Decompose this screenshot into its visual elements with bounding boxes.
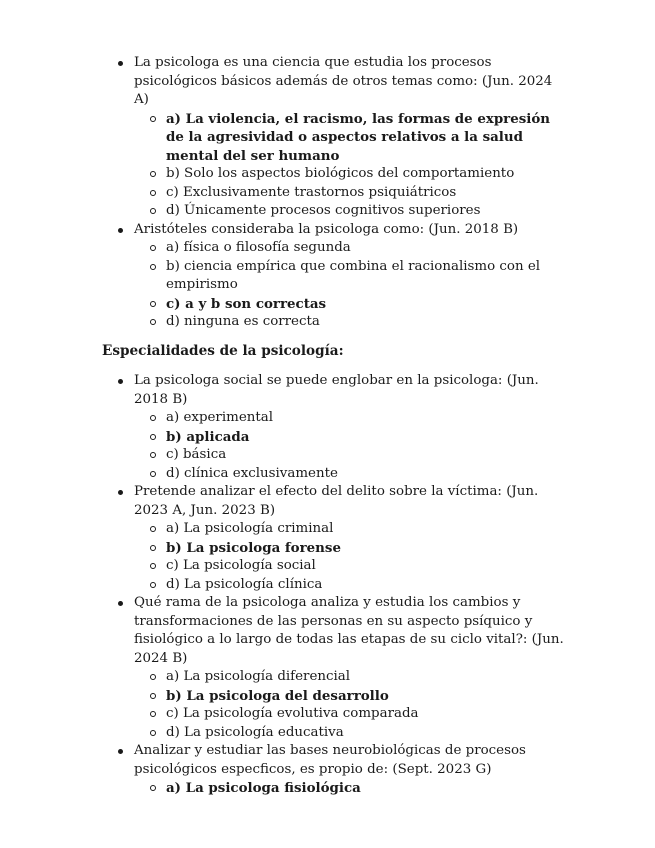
document-content — [0, 54, 655, 798]
option-item: d) ninguna es correcta — [134, 313, 565, 332]
option-item-correct: b) aplicada — [134, 428, 565, 447]
option-list — [134, 110, 565, 221]
option-list — [134, 668, 565, 742]
option-item: d) La psicología educativa — [134, 724, 565, 743]
question-item — [0, 221, 655, 332]
option-item: d) clínica exclusivamente — [134, 465, 565, 484]
option-item: a) física o filosofía segunda — [134, 239, 565, 258]
question-text: Qué rama de la psicologa analiza y estudia los cambios y transformaciones de las personas en su aspecto psíquico y fisiológico a lo largo de todas las etapas de su ciclo vital?: (Jun. 2024 B) — [134, 595, 564, 666]
option-list — [134, 520, 565, 594]
question-item — [0, 54, 655, 221]
question-list-general — [0, 54, 655, 332]
option-item: a) La psicología diferencial — [134, 668, 565, 687]
question-item — [0, 372, 655, 483]
option-item: a) La psicología criminal — [134, 520, 565, 539]
option-item: b) ciencia empírica que combina el racionalismo con el empirismo — [134, 258, 565, 295]
question-text: Analizar y estudiar las bases neurobiológicas de procesos psicológicos especficos, es propio de: (Sept. 2023 G) — [134, 743, 526, 777]
option-list — [134, 409, 565, 483]
option-item: c) Exclusivamente trastornos psiquiátricos — [134, 184, 565, 203]
question-text: Pretende analizar el efecto del delito sobre la víctima: (Jun. 2023 A, Jun. 2023 B) — [134, 484, 539, 518]
question-list-specialties — [0, 372, 655, 798]
question-item — [0, 483, 655, 594]
option-item-correct: c) a y b son correctas — [134, 295, 565, 314]
option-item-correct: a) La violencia, el racismo, las formas de expresión de la agresividad o aspectos relativos a la salud mental del ser humano — [134, 110, 565, 166]
question-text: La psicologa es una ciencia que estudia los procesos psicológicos básicos además de otros temas como: (Jun. 2024 A) — [134, 55, 553, 107]
section-heading: Especialidades de la psicología: — [102, 342, 344, 359]
option-item: b) Solo los aspectos biológicos del comportamiento — [134, 165, 565, 184]
option-list — [134, 239, 565, 332]
option-item: d) La psicología clínica — [134, 576, 565, 595]
question-text: La psicologa social se puede englobar en la psicologa: (Jun. 2018 B) — [134, 373, 539, 407]
option-item: d) Únicamente procesos cognitivos superiores — [134, 202, 565, 221]
option-item: c) La psicología social — [134, 557, 565, 576]
question-item — [0, 594, 655, 742]
option-item: a) experimental — [134, 409, 565, 428]
option-item-correct: b) La psicologa del desarrollo — [134, 687, 565, 706]
option-item: c) básica — [134, 446, 565, 465]
option-item: c) La psicología evolutiva comparada — [134, 705, 565, 724]
option-item-correct: a) La psicologa fisiológica — [134, 779, 565, 798]
question-text: Aristóteles consideraba la psicologa como: (Jun. 2018 B) — [134, 221, 519, 237]
option-list — [134, 779, 565, 798]
question-item — [0, 742, 655, 798]
option-item-correct: b) La psicologa forense — [134, 539, 565, 558]
